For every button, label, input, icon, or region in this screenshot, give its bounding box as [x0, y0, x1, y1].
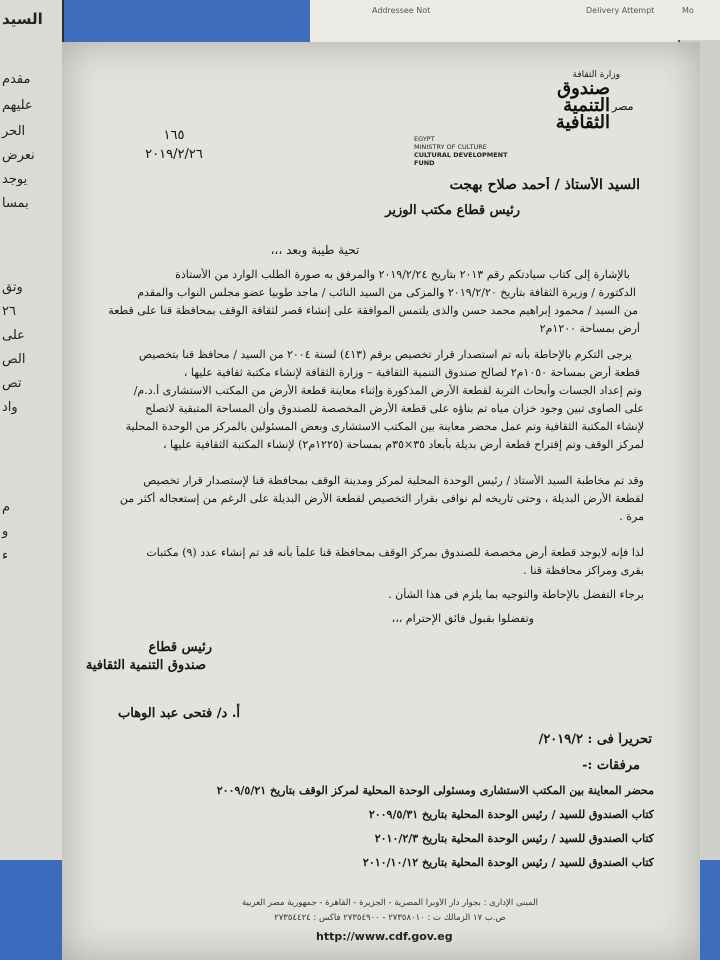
body-line: وتم إعداد الجسات وأبحاث التربة لقطعة الأرض المذكورة وإثناء معاينة قطعة الأرض من المكتب الاستشارى أ.د.م/ [133, 384, 642, 397]
background-envelope [310, 0, 720, 43]
newspaper-fragment: على [2, 328, 25, 343]
signatory-title: رئيس قطاع [148, 640, 212, 655]
envelope-label: Mo [682, 6, 694, 15]
addressee-name: السيد الأستاذ / أحمد صلاح بهجت [449, 177, 640, 193]
fund-name-logo: صندوق التنمية الثقافية [555, 78, 610, 133]
written-date: تحريراً فى : ٢٠١٩/٢/ [538, 732, 652, 747]
reference-date: ٢٠١٩/٢/٢٦ [145, 147, 203, 162]
body-line: لإنشاء المكتبة الثقافية وتم عمل محضر معاينة بين المكتب الاستشارى وبعض المسئولين بالمركز من الوحدة المحلية [125, 420, 644, 433]
footer-contacts: ص.ب ١٧ الزمالك ت : ٢٧٣٥٨٠١٠ - ٢٧٣٥٤٩٠٠ فاكس : ٢٧٣٥٤٤٢٤ [274, 913, 506, 923]
newspaper-fragment: الحر [2, 124, 26, 139]
addressee-title: رئيس قطاع مكتب الوزير [385, 203, 520, 218]
footer-address: المبنى الإدارى : بجوار دار الأوبرا المصرية - الجزيرة - القاهرة - جمهورية مصر العربية [241, 898, 539, 908]
body-line: أرض بمساحة ١٢٠٠م٢ [539, 322, 640, 335]
newspaper-fragment: واد [2, 400, 18, 415]
body-line: مرة . [619, 510, 644, 523]
reference-number: ١٦٥ [163, 128, 185, 143]
attachments-heading: مرفقات :- [582, 758, 640, 773]
newspaper-fragment: تص [2, 376, 22, 391]
attachment-item: محضر المعاينة بين المكتب الاستشارى ومسئولى الوحدة المحلية لمركز الوقف بتاريخ ٢٠٠٩/٥/٢١ [216, 784, 654, 797]
body-line: لذا فإنه لايوجد قطعة أرض مخصصة للصندوق بمركز الوقف بمحافظة قنا علماً بأنه قد تم إنشاء عدد (٩) مكتبات [146, 546, 644, 559]
ministry-label-en: MINISTRY OF CULTURE [414, 143, 487, 151]
attachment-item: كتاب الصندوق للسيد / رئيس الوحدة المحلية بتاريخ ٢٠١٠/٢/٣ [374, 832, 654, 845]
body-line: برجاء التفضل بالإحاطة والتوجيه بما يلزم فى هذا الشأن . [388, 588, 644, 601]
newspaper-fragment: ٢٦ [2, 304, 16, 319]
background-newspaper [0, 0, 64, 960]
egypt-label: EGYPT [414, 135, 435, 143]
newspaper-fragment: السيد [2, 10, 43, 28]
body-line: الدكتورة / وزيرة الثقافة بتاريخ ٢٠١٩/٢/٢٠ والمزكى من السيد النائب / ماجد طوبيا عضو مجلس النواب والمقدم [137, 286, 636, 299]
closing-line: وتفضلوا بقبول فائق الإحترام ،،، [391, 612, 534, 625]
newspaper-fragment: وتق [2, 280, 23, 295]
fund-label-en: CULTURAL DEVELOPMENT FUND [414, 151, 508, 167]
newspaper-fragment: بمسا [2, 196, 29, 211]
signatory-name: أ. د/ فتحى عبد الوهاب [118, 706, 240, 721]
body-line: بالإشارة إلى كتاب سيادتكم رقم ٢٠١٣ بتاريخ ٢٠١٩/٢/٢٤ والمرفق به صورة الطلب الوارد من الأستاذة [175, 268, 630, 281]
attachment-item: كتاب الصندوق للسيد / رئيس الوحدة المحلية بتاريخ ٢٠١٠/١٠/١٢ [362, 856, 654, 869]
newspaper-fragment: و [2, 524, 9, 539]
body-line: من السيد / محمود إبراهيم محمد حسن والذى يلتمس الموافقة على إنشاء قصر لثقافة الوقف بمحافظة قنا على قطعة [108, 304, 638, 317]
newspaper-fragment: ء [2, 548, 9, 563]
letterhead-logo [520, 70, 640, 140]
footer-url: http://www.cdf.gov.eg [316, 930, 453, 943]
newspaper-fragment: مقدم [2, 72, 31, 87]
greeting: تحية طيبة وبعد ،،، [270, 243, 360, 257]
body-line: لقطعة الأرض البديلة ، وحتى تاريخه لم نوافى بقرار التخصيص لقطعة الأرض البديلة على الرغم من إستعجاله أكثر من [119, 492, 644, 505]
background-cloth [0, 860, 62, 960]
envelope-label: Addressee Not [372, 6, 431, 15]
signatory-org: صندوق التنمية الثقافية [85, 658, 206, 673]
body-line: يرجى التكرم بالإحاطة بأنه تم استصدار قرار تخصيص برقم (٤١٣) لسنة ٢٠٠٤ من السيد / محافظ قنا بتخصيص [138, 348, 632, 361]
body-line: بقرى ومراكز محافظة قنا . [523, 564, 644, 577]
envelope-label: Delivery Attempt [586, 6, 655, 15]
body-line: على الصاوى تبين وجود خزان مياه تم بناؤه على قطعة الأرض المخصصة للصندوق وأن المساحة المتبقية لاتصلح [145, 402, 644, 415]
letterhead-english [414, 135, 526, 167]
attachment-item: كتاب الصندوق للسيد / رئيس الوحدة المحلية بتاريخ ٢٠٠٩/٥/٣١ [368, 808, 654, 821]
newspaper-fragment: عليهم [2, 98, 33, 113]
newspaper-fragment: نعرض [2, 148, 35, 163]
body-line: وقد تم مخاطبة السيد الأستاذ / رئيس الوحدة المحلية لمركز ومدينة الوقف بمحافظة قنا لإستصدار قرار تخصيص [143, 474, 644, 487]
newspaper-fragment: يوجد [2, 172, 28, 187]
body-line: لمركز الوقف وتم إقتراح قطعة أرض بديلة بأبعاد ٣٥×٣٥م بمساحة (١٢٢٥م٢) لإنشاء المكتبة الثقافية عليها ، [162, 438, 644, 451]
newspaper-fragment: م [2, 500, 11, 515]
body-line: قطعة أرض بمساحة ١٠٥٠م٢ لصالح صندوق التنمية الثقافية – وزارة الثقافة لإنشاء مكتبة ثقافية عليها ، [183, 366, 640, 379]
egypt-mark: مصر [612, 100, 634, 113]
newspaper-fragment: الص [2, 352, 26, 367]
ministry-name: وزارة الثقافة [572, 70, 620, 80]
